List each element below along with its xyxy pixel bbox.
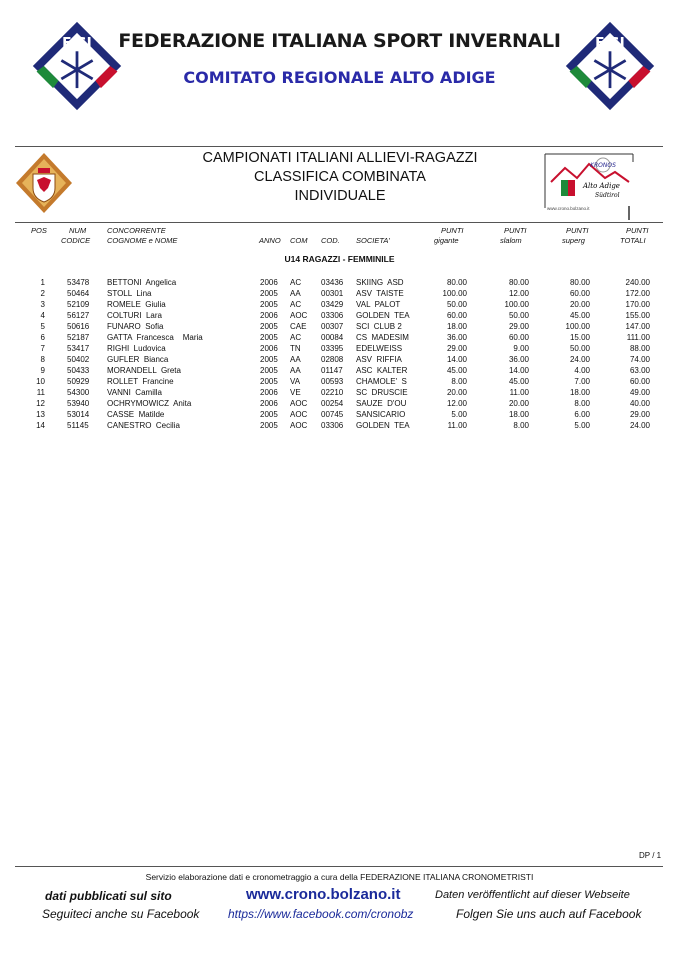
row-totale: 24.00	[629, 421, 650, 430]
footer-service: Servizio elaborazione dati e cronometraggio a cura della FEDERAZIONE ITALIANA CRONOMETRISTI	[145, 872, 534, 882]
row-totale: 172.00	[625, 289, 650, 298]
row-totale: 147.00	[625, 322, 650, 331]
row-pos: 3	[40, 300, 45, 309]
columns-top-divider	[15, 222, 663, 223]
row-num: 52109	[67, 300, 90, 309]
event-title: CAMPIONATI ITALIANI ALLIEVI-RAGAZZI	[202, 150, 478, 166]
row-totale: 74.00	[629, 355, 650, 364]
table-row	[0, 311, 679, 322]
table-row	[0, 410, 679, 421]
table-row	[0, 289, 679, 300]
row-slalom: 20.00	[508, 399, 529, 408]
row-name: ROMELE Giulia	[107, 300, 166, 309]
row-name: CASSE Matilde	[107, 410, 165, 419]
table-row	[0, 300, 679, 311]
row-societa: ASV RIFFIA	[356, 355, 402, 364]
row-name: FUNARO Sofia	[107, 322, 164, 331]
row-anno: 2005	[260, 366, 278, 375]
row-pos: 12	[36, 399, 45, 408]
row-name: MORANDELL Greta	[107, 366, 181, 375]
row-totale: 49.00	[629, 388, 650, 397]
row-gigante: 29.00	[446, 344, 467, 353]
row-slalom: 60.00	[508, 333, 529, 342]
row-num: 51145	[67, 421, 89, 430]
row-societa: SAUZE D'OU	[356, 399, 407, 408]
row-name: GATTA Francesca Maria	[107, 333, 203, 342]
row-com: AA	[290, 366, 301, 375]
row-name: CANESTRO Cecilia	[107, 421, 180, 430]
col-societa: SOCIETA'	[356, 236, 390, 245]
row-societa: CHAMOLE' S	[356, 377, 407, 386]
fisi-logo-text: FISI	[595, 35, 625, 52]
row-num: 52187	[67, 333, 90, 342]
row-pos: 11	[36, 388, 45, 397]
row-societa: SC DRUSCIE	[356, 388, 408, 397]
table-row	[0, 333, 679, 344]
row-cod: 03306	[321, 311, 344, 320]
col-num: NUM	[69, 226, 87, 235]
row-superg: 7.00	[574, 377, 590, 386]
col-concorrente: CONCORRENTE	[107, 226, 166, 235]
col-punti-totali: PUNTI	[626, 226, 649, 235]
col-punti-superg: PUNTI	[566, 226, 589, 235]
row-gigante: 80.00	[446, 278, 467, 287]
event-type: INDIVIDUALE	[294, 188, 386, 204]
row-name: GUFLER Bianca	[107, 355, 169, 364]
row-cod: 02808	[321, 355, 344, 364]
row-anno: 2005	[260, 377, 278, 386]
footer-published-it: dati pubblicati sul sito	[45, 889, 172, 903]
row-superg: 6.00	[574, 410, 590, 419]
kronos-name: KRONOS	[590, 162, 616, 169]
row-com: AA	[290, 289, 301, 298]
row-anno: 2005	[260, 322, 278, 331]
kronos-url: www.crono.bolzano.it	[547, 206, 590, 211]
row-cod: 00084	[321, 333, 344, 342]
row-totale: 111.00	[626, 333, 650, 342]
row-totale: 60.00	[629, 377, 650, 386]
row-com: AOC	[290, 421, 308, 430]
kronos-region-de: Südtirol	[595, 192, 620, 199]
row-cod: 00254	[321, 399, 344, 408]
row-num: 53478	[67, 278, 90, 287]
row-cod: 02210	[321, 388, 344, 397]
row-totale: 29.00	[629, 410, 650, 419]
row-com: AOC	[290, 410, 308, 419]
col-gigante: gigante	[434, 236, 459, 245]
row-anno: 2006	[260, 344, 278, 353]
col-superg: superg	[562, 236, 585, 245]
footer-published-de: Daten veröffentlicht auf dieser Webseite	[435, 889, 630, 901]
kronos-logo	[543, 152, 635, 222]
row-totale: 240.00	[625, 278, 650, 287]
row-gigante: 20.00	[446, 388, 467, 397]
footer-follow-it: Seguiteci anche su Facebook	[42, 907, 200, 921]
row-com: TN	[290, 344, 301, 353]
row-pos: 8	[40, 355, 45, 364]
row-superg: 50.00	[569, 344, 590, 353]
row-name: ROLLET Francine	[107, 377, 174, 386]
row-com: AC	[290, 300, 302, 309]
row-slalom: 18.00	[508, 410, 529, 419]
row-cod: 00745	[321, 410, 344, 419]
event-classification: CLASSIFICA COMBINATA	[254, 169, 426, 185]
row-gigante: 5.00	[451, 410, 467, 419]
row-societa: ASC KALTER	[356, 366, 408, 375]
row-totale: 155.00	[625, 311, 650, 320]
row-num: 53940	[67, 399, 90, 408]
col-com: COM	[290, 236, 308, 245]
row-pos: 4	[40, 311, 45, 320]
row-superg: 60.00	[569, 289, 590, 298]
row-superg: 18.00	[569, 388, 590, 397]
row-slalom: 36.00	[508, 355, 529, 364]
row-cod: 03429	[321, 300, 344, 309]
col-slalom: slalom	[500, 236, 522, 245]
page-number: DP / 1	[639, 851, 662, 860]
footer-follow-de: Folgen Sie uns auch auf Facebook	[456, 907, 642, 921]
row-superg: 45.00	[569, 311, 590, 320]
row-com: VA	[290, 377, 301, 386]
row-cod: 03306	[321, 421, 344, 430]
row-societa: SKIING ASD	[356, 278, 404, 287]
table-row	[0, 366, 679, 377]
row-name: RIGHI Ludovica	[107, 344, 166, 353]
row-pos: 1	[40, 278, 45, 287]
row-anno: 2005	[260, 355, 278, 364]
col-pos: POS	[31, 226, 47, 235]
row-totale: 63.00	[629, 366, 650, 375]
row-superg: 100.00	[565, 322, 590, 331]
col-punti-slalom: PUNTI	[504, 226, 527, 235]
col-punti-gigante: PUNTI	[441, 226, 464, 235]
header-divider	[15, 146, 663, 147]
row-cod: 01147	[321, 366, 343, 375]
row-gigante: 100.00	[442, 289, 467, 298]
tirol-emblem-icon	[15, 152, 73, 214]
row-pos: 7	[40, 344, 45, 353]
row-gigante: 14.00	[446, 355, 467, 364]
fisi-logo-text: FISI	[62, 35, 92, 52]
row-gigante: 12.00	[446, 399, 467, 408]
row-societa: ASV TAISTE	[356, 289, 404, 298]
table-row	[0, 399, 679, 410]
row-gigante: 50.00	[446, 300, 467, 309]
row-com: AA	[290, 355, 301, 364]
row-num: 50929	[67, 377, 90, 386]
table-row	[0, 278, 679, 289]
row-gigante: 11.00	[447, 421, 467, 430]
row-name: BETTONI Angelica	[107, 278, 177, 287]
row-societa: GOLDEN TEA	[356, 421, 410, 430]
row-com: AC	[290, 333, 302, 342]
table-row	[0, 355, 679, 366]
row-anno: 2005	[260, 410, 278, 419]
row-slalom: 80.00	[508, 278, 529, 287]
row-superg: 15.00	[569, 333, 590, 342]
row-anno: 2006	[260, 399, 278, 408]
row-superg: 20.00	[569, 300, 590, 309]
row-num: 56127	[67, 311, 90, 320]
footer-site-link[interactable]: www.crono.bolzano.it	[246, 886, 401, 903]
row-num: 50616	[67, 322, 90, 331]
row-anno: 2005	[260, 421, 278, 430]
row-slalom: 100.00	[504, 300, 529, 309]
row-pos: 14	[36, 421, 45, 430]
row-societa: CS MADESIM	[356, 333, 409, 342]
row-num: 53014	[67, 410, 90, 419]
table-row	[0, 322, 679, 333]
row-cod: 00593	[321, 377, 344, 386]
org-title: FEDERAZIONE ITALIANA SPORT INVERNALI	[118, 30, 561, 52]
col-anno: ANNO	[259, 236, 281, 245]
row-societa: SCI CLUB 2	[356, 322, 402, 331]
row-superg: 8.00	[574, 399, 590, 408]
row-num: 50402	[67, 355, 90, 364]
row-pos: 13	[36, 410, 45, 419]
footer-divider	[15, 866, 663, 867]
footer-facebook-link[interactable]: https://www.facebook.com/cronobz	[228, 907, 414, 921]
row-pos: 6	[40, 333, 45, 342]
col-totali: TOTALI	[620, 236, 646, 245]
row-com: VE	[290, 388, 301, 397]
row-cod: 03395	[321, 344, 344, 353]
row-num: 50433	[67, 366, 90, 375]
row-num: 54300	[67, 388, 90, 397]
row-gigante: 36.00	[446, 333, 467, 342]
row-gigante: 8.00	[451, 377, 467, 386]
section-title: U14 RAGAZZI - FEMMINILE	[284, 254, 395, 264]
row-cod: 00301	[321, 289, 344, 298]
row-pos: 2	[40, 289, 45, 298]
row-anno: 2006	[260, 278, 278, 287]
row-gigante: 60.00	[446, 311, 467, 320]
row-pos: 10	[36, 377, 45, 386]
row-cod: 03436	[321, 278, 344, 287]
row-com: CAE	[290, 322, 307, 331]
row-gigante: 45.00	[446, 366, 467, 375]
table-row	[0, 421, 679, 432]
row-com: AOC	[290, 399, 308, 408]
org-subtitle: COMITATO REGIONALE ALTO ADIGE	[183, 68, 496, 87]
row-pos: 9	[40, 366, 45, 375]
row-name: OCHRYMOWICZ Anita	[107, 399, 192, 408]
row-slalom: 9.00	[513, 344, 529, 353]
col-cognome-nome: COGNOME e NOME	[107, 236, 178, 245]
row-name: STOLL Lina	[107, 289, 152, 298]
row-gigante: 18.00	[446, 322, 467, 331]
row-anno: 2005	[260, 333, 278, 342]
row-superg: 4.00	[574, 366, 590, 375]
row-num: 50464	[67, 289, 90, 298]
row-societa: SANSICARIO	[356, 410, 406, 419]
row-totale: 170.00	[625, 300, 650, 309]
row-pos: 5	[40, 322, 45, 331]
row-name: COLTURI Lara	[107, 311, 162, 320]
row-slalom: 8.00	[513, 421, 529, 430]
row-superg: 5.00	[574, 421, 590, 430]
row-anno: 2006	[260, 311, 278, 320]
row-com: AOC	[290, 311, 308, 320]
row-name: VANNI Camilla	[107, 388, 162, 397]
table-row	[0, 344, 679, 355]
row-slalom: 29.00	[508, 322, 529, 331]
row-superg: 24.00	[569, 355, 590, 364]
row-totale: 88.00	[629, 344, 650, 353]
row-anno: 2006	[260, 388, 278, 397]
row-slalom: 50.00	[508, 311, 529, 320]
row-slalom: 14.00	[508, 366, 529, 375]
row-societa: VAL PALOT	[356, 300, 401, 309]
row-slalom: 45.00	[508, 377, 529, 386]
row-superg: 80.00	[569, 278, 590, 287]
col-codice: CODICE	[61, 236, 91, 245]
row-slalom: 12.00	[508, 289, 529, 298]
row-slalom: 11.00	[509, 388, 529, 397]
row-cod: 00307	[321, 322, 344, 331]
row-anno: 2005	[260, 289, 278, 298]
table-row	[0, 377, 679, 388]
row-societa: GOLDEN TEA	[356, 311, 410, 320]
table-row	[0, 388, 679, 399]
row-societa: EDELWEISS	[356, 344, 403, 353]
col-cod: COD.	[321, 236, 340, 245]
row-totale: 40.00	[629, 399, 650, 408]
row-num: 53417	[67, 344, 90, 353]
row-com: AC	[290, 278, 302, 287]
kronos-region-it: Alto Adige	[583, 182, 620, 190]
row-anno: 2005	[260, 300, 278, 309]
